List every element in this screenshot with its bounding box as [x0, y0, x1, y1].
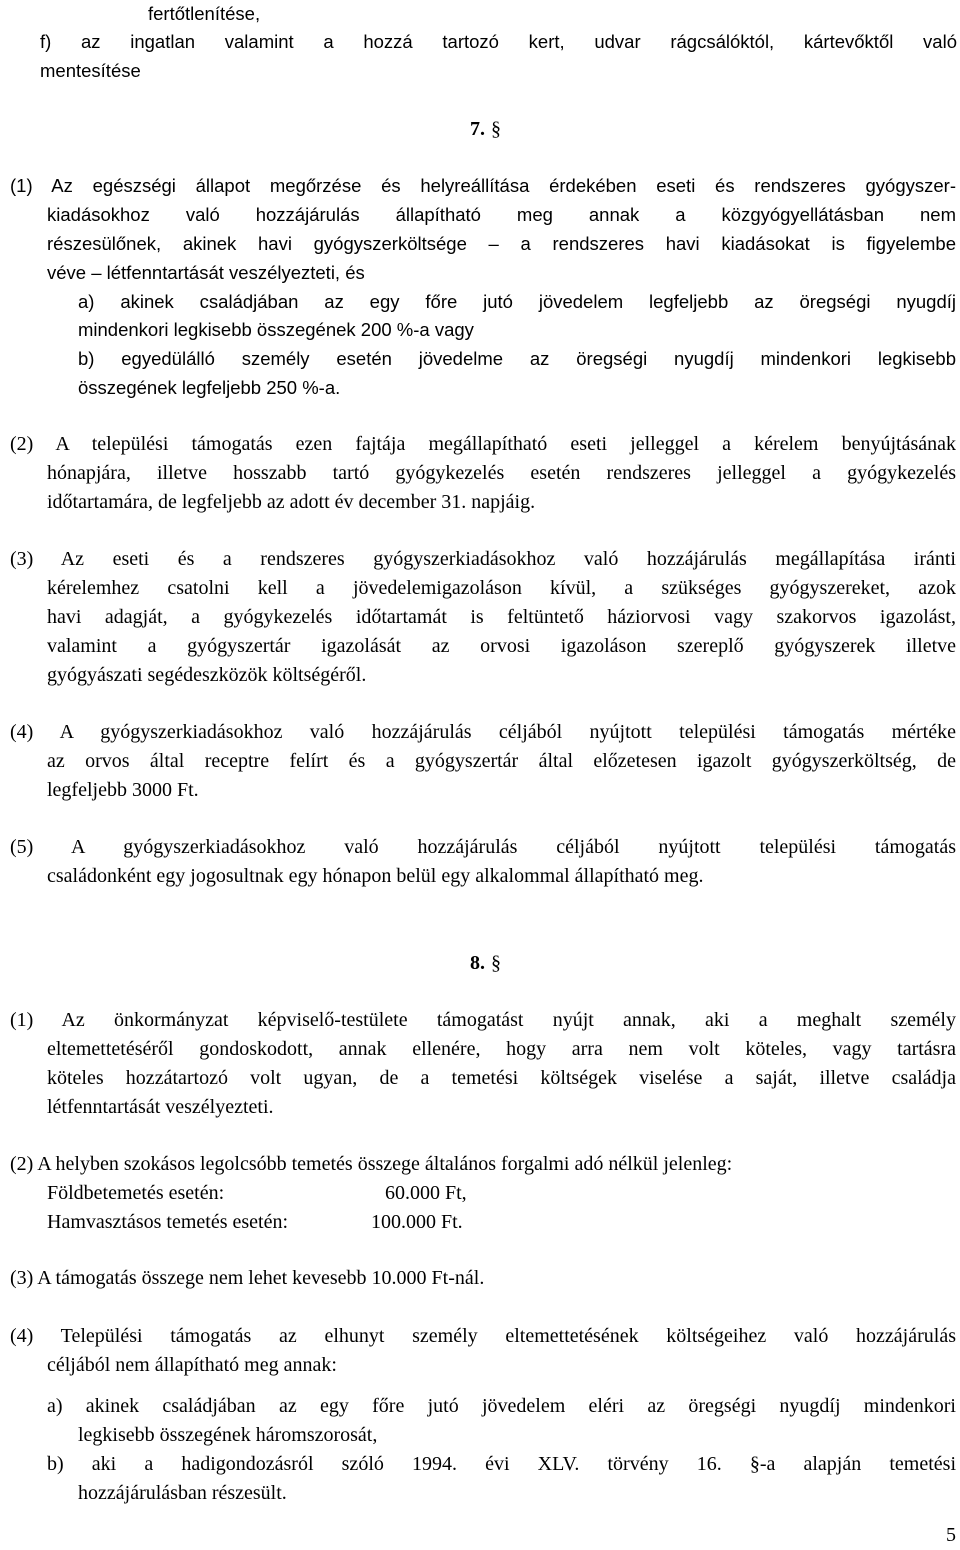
s7-p4-line: az orvos által receptre felírt és a gyógyszertár által előzetesen igazolt gyógyszerköltség, de	[47, 750, 956, 772]
s8-p1-line: köteles hozzátartozó volt ugyan, de a temetési költségek viselése a saját, illetve családja	[47, 1067, 956, 1089]
page-number: 5	[946, 1524, 956, 1546]
s7-p1-line: kiadásokhoz való hozzájárulás állapítható meg annak a közgyógyellátásban nem	[47, 204, 956, 225]
section-7-heading	[470, 115, 501, 144]
s8-p4-a-line: a) akinek családjában az egy főre jutó jövedelem eléri az öregségi nyugdíj mindenkori	[47, 1395, 956, 1417]
s7-p1-line: véve – létfenntartását veszélyezteti, és	[47, 262, 365, 283]
section-8-heading	[470, 949, 501, 978]
s7-p3-line: kérelemhez csatolni kell a jövedelemigazoláson kívül, a szükséges gyógyszereket, azok	[47, 577, 956, 599]
item-f-line1: f) az ingatlan valamint a hozzá tartozó kert, udvar rágcsálóktól, kártevőktől való	[40, 31, 957, 52]
s7-p3-line: havi adagját, a gyógykezelés időtartamát is feltüntető háziorvosi vagy szakorvos igazolást,	[47, 606, 956, 628]
s7-p3-line: gyógyászati segédeszközök költségéről.	[47, 664, 367, 686]
s8-p1-line: (1) Az önkormányzat képviselő-testülete támogatást nyújt annak, aki a meghalt személy	[10, 1009, 956, 1031]
s8-p2-line: (2) A helyben szokásos legolcsóbb temetés összege általános forgalmi adó nélkül jelenleg:	[10, 1153, 733, 1175]
paragraph-sign: §	[491, 118, 501, 140]
cost-label: Földbetemetés esetén:	[47, 1182, 225, 1204]
s7-p1-a-line: mindenkori legkisebb összegének 200 %-a vagy	[78, 319, 474, 340]
s7-p2-line: hónapjára, illetve hosszabb tartó gyógykezelés esetén rendszeres jelleggel a gyógykezelés	[47, 462, 956, 484]
continuation-line: fertőtlenítése,	[148, 3, 261, 24]
s7-p2-line: időtartamára, de legfeljebb az adott év december 31. napjáig.	[47, 491, 536, 513]
s8-p3-line: (3) A támogatás összege nem lehet kevesebb 10.000 Ft-nál.	[10, 1267, 485, 1289]
s8-p4-line: (4) Települési támogatás az elhunyt személy eltemettetésének költségeihez való hozzájárulás	[10, 1325, 956, 1347]
section-number: 7.	[470, 118, 485, 140]
s7-p3-line: (3) Az eseti és a rendszeres gyógyszerkiadásokhoz való hozzájárulás megállapítása iránti	[10, 548, 956, 570]
s7-p1-b-line: b) egyedülálló személy esetén jövedelme az öregségi nyugdíj mindenkori legkisebb	[78, 348, 956, 369]
s7-p1-line: részesülőnek, akinek havi gyógyszerköltsége – a rendszeres havi kiadásokat is figyelembe	[47, 233, 956, 254]
s7-p1-line: (1) Az egészségi állapot megőrzése és helyreállítása érdekében eseti és rendszeres gyógyszer-	[10, 175, 956, 196]
s8-p1-line: eltemettetéséről gondoskodott, annak ellenére, hogy arra nem volt köteles, vagy tartásra	[47, 1038, 956, 1060]
s7-p4-line: legfeljebb 3000 Ft.	[47, 779, 199, 801]
paragraph-sign: §	[491, 952, 501, 974]
s7-p3-line: valamint a gyógyszertár igazolását az orvosi igazoláson szereplő gyógyszerek illetve	[47, 635, 956, 657]
s7-p2-line: (2) A települési támogatás ezen fajtája megállapítható eseti jelleggel a kérelem benyújtásának	[10, 433, 956, 455]
s7-p1-a-line: a) akinek családjában az egy főre jutó jövedelem legfeljebb az öregségi nyugdíj	[78, 291, 956, 312]
s7-p1-b-line: összegének legfeljebb 250 %-a.	[78, 377, 341, 398]
item-f-line2: mentesítése	[40, 60, 141, 81]
cost-amount: 100.000 Ft.	[371, 1211, 463, 1233]
cost-label: Hamvasztásos temetés esetén:	[47, 1211, 289, 1233]
s8-p4-b-line: hozzájárulásban részesült.	[78, 1482, 287, 1504]
s8-p4-a-line: legkisebb összegének háromszorosát,	[78, 1424, 378, 1446]
section-number: 8.	[470, 952, 485, 974]
cost-row	[47, 1179, 467, 1208]
cost-row	[47, 1208, 463, 1237]
s8-p4-line: céljából nem állapítható meg annak:	[47, 1354, 337, 1376]
s8-p4-b-line: b) aki a hadigondozásról szóló 1994. évi XLV. törvény 16. §-a alapján temetési	[47, 1453, 956, 1475]
s8-p1-line: létfenntartását veszélyezteti.	[47, 1096, 274, 1118]
s7-p4-line: (4) A gyógyszerkiadásokhoz való hozzájárulás céljából nyújtott települési támogatás mértéke	[10, 721, 956, 743]
s7-p5-line: családonként egy jogosultnak egy hónapon belül egy alkalommal állapítható meg.	[47, 865, 704, 887]
cost-amount: 60.000 Ft,	[385, 1182, 467, 1204]
s7-p5-line: (5) A gyógyszerkiadásokhoz való hozzájárulás céljából nyújtott települési támogatás	[10, 836, 956, 858]
